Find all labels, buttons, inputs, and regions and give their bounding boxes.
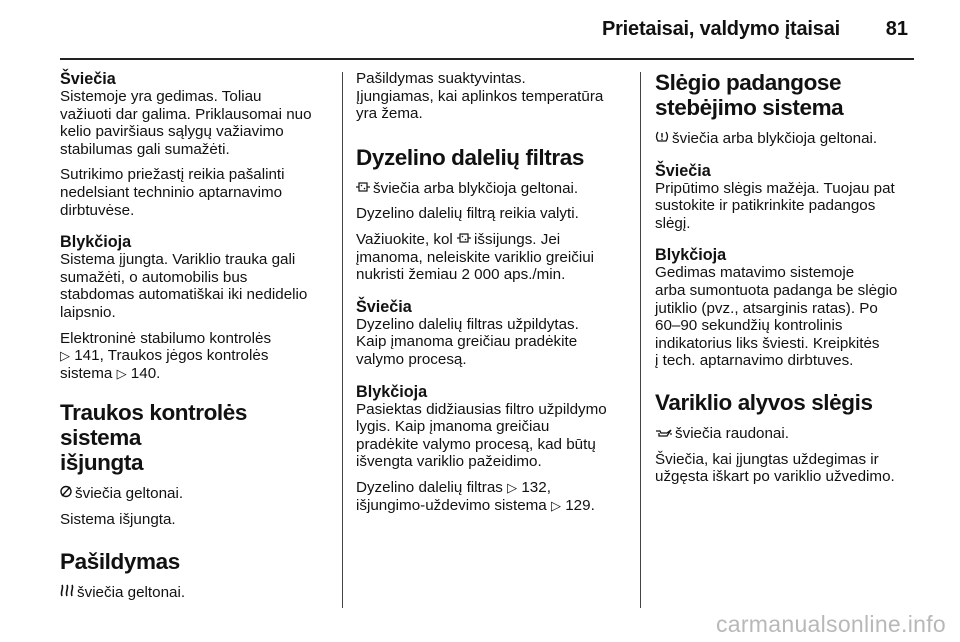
paragraph xyxy=(60,485,332,503)
text-line: stabilumas gali sumažėti. xyxy=(60,140,230,158)
page-number: 81 xyxy=(885,18,908,40)
page-title: Prietaisai, valdymo įtaisai xyxy=(601,18,840,40)
text-line: slėgį. xyxy=(655,214,691,232)
text-line xyxy=(356,231,628,249)
text-fragment: išjungimo-uždevimo sistema xyxy=(356,496,547,514)
text-line: Pripūtimo slėgis mažėja. Tuojau pat xyxy=(655,179,895,197)
text-line: Pasiektas didžiausias filtro užpildymo xyxy=(356,400,607,418)
text-line: stabdomas automatiškai iki nedidelio xyxy=(60,286,308,304)
text-fragment: šviečia geltonai. xyxy=(77,583,186,601)
diesel-particle-filter-icon xyxy=(356,180,370,198)
paragraph xyxy=(60,330,332,383)
section-heading: Šviečia xyxy=(655,161,711,180)
diesel-particle-filter-icon xyxy=(457,231,471,249)
text-line: yra žema. xyxy=(356,105,423,123)
paragraph xyxy=(60,166,332,219)
title-line: išjungta xyxy=(60,450,144,476)
text-fragment: 140. xyxy=(130,364,161,382)
traction-control-off-icon xyxy=(60,485,72,503)
section-title-preheat: Pašildymas xyxy=(60,548,180,574)
paragraph xyxy=(356,180,628,198)
oil-pressure-icon xyxy=(655,425,672,443)
text-line: indikatorius liks šviesti. Kreipkitės xyxy=(655,334,880,352)
text-line: Įjungiamas, kai aplinkos temperatūra xyxy=(356,87,604,105)
title-line: Slėgio padangose xyxy=(655,70,842,95)
section-title-dpf: Dyzelino dalelių filtras xyxy=(356,144,584,170)
text-line: Pašildymas suaktyvintas. xyxy=(356,70,526,87)
column-2 xyxy=(356,70,628,608)
column-divider xyxy=(342,72,343,608)
page-header xyxy=(60,16,914,60)
text-line: Dyzelino dalelių filtras užpildytas. xyxy=(356,315,579,333)
text-line: įmanoma, neleiskite variklio greičiui xyxy=(356,248,595,266)
text-line: sustokite ir patikrinkite padangos xyxy=(655,197,876,215)
text-line: jutiklio (pvz., atsarginis ratas). Po xyxy=(655,299,878,317)
text-line: Sistema įjungta. Variklio trauka gali xyxy=(60,251,296,269)
title-line: Traukos kontrolės sistema xyxy=(60,400,248,451)
text-line: lygis. Kaip įmanoma greičiau xyxy=(356,418,550,436)
text-fragment: 129. xyxy=(565,496,595,514)
text-line: valymo procesą. xyxy=(356,350,467,368)
text-fragment: šviečia geltonai. xyxy=(75,485,184,503)
paragraph: Sistema išjungta. xyxy=(60,510,176,528)
text-line xyxy=(356,479,628,497)
section-title-traction-off xyxy=(60,400,332,475)
text-line: laipsnio. xyxy=(60,303,116,321)
section-heading: Blykčioja xyxy=(356,382,428,401)
text-fragment: 141, Traukos jėgos kontrolės xyxy=(74,347,269,365)
text-line: į tech. aptarnavimo dirbtuves. xyxy=(655,352,854,370)
preheat-coil-icon xyxy=(60,584,74,602)
text-line: sumažėti, o automobilis bus xyxy=(60,268,248,286)
section-flashes xyxy=(60,233,332,321)
paragraph xyxy=(60,584,332,602)
text-line: Sutrikimo priežastį reikia pašalinti xyxy=(60,166,285,184)
paragraph xyxy=(655,451,923,486)
text-line: nedelsiant techninio aptarnavimo xyxy=(60,183,283,201)
paragraph xyxy=(356,70,628,123)
section-flashes xyxy=(655,246,923,370)
text-line: pradėkite valymo procesą, kad būtų xyxy=(356,435,596,453)
text-fragment: 132, xyxy=(521,478,551,496)
section-lights xyxy=(655,162,923,233)
reference-arrow-icon: ▷ xyxy=(60,348,70,364)
reference-arrow-icon: ▷ xyxy=(116,365,127,381)
paragraph xyxy=(655,425,923,443)
section-title-oil: Variklio alyvos slėgis xyxy=(655,389,873,415)
text-line: užgęsta iškart po variklio užvedimo. xyxy=(655,468,895,486)
text-fragment: Važiuokite, kol xyxy=(356,230,453,248)
column-1 xyxy=(60,70,332,608)
section-lights xyxy=(356,298,628,369)
text-line: Elektroninė stabilumo kontrolės xyxy=(60,329,272,347)
paragraph xyxy=(356,479,628,514)
text-line: Šviečia, kai įjungtas uždegimas ir xyxy=(655,450,879,468)
title-line: stebėjimo sistema xyxy=(655,95,844,120)
section-title-tpms xyxy=(655,70,923,120)
section-flashes xyxy=(356,383,628,471)
text-line: arba sumontuota padanga be slėgio xyxy=(655,281,898,299)
tire-pressure-icon xyxy=(655,130,669,148)
column-3 xyxy=(655,70,923,608)
text-line: Kaip įmanoma greičiau pradėkite xyxy=(356,333,578,351)
column-divider xyxy=(640,72,641,608)
text-line xyxy=(60,365,332,383)
reference-arrow-icon: ▷ xyxy=(507,479,518,495)
text-line: važiuoti dar galima. Priklausomai nuo xyxy=(60,105,312,123)
text-line: 60–90 sekundžių kontrolinis xyxy=(655,317,843,335)
section-lights xyxy=(60,70,332,158)
paragraph: Dyzelino dalelių filtrą reikia valyti. xyxy=(356,205,579,223)
section-heading: Blykčioja xyxy=(655,246,727,265)
text-line: išvengta variklio pažeidimo. xyxy=(356,453,542,471)
text-line: nukristi žemiau 2 000 aps./min. xyxy=(356,266,566,284)
paragraph xyxy=(655,130,923,148)
text-line xyxy=(60,347,332,365)
section-heading: Blykčioja xyxy=(60,233,132,252)
text-fragment: sistema xyxy=(60,364,113,382)
text-line: Gedimas matavimo sistemoje xyxy=(655,264,855,282)
paragraph xyxy=(356,231,628,284)
text-line: kelio paviršiaus sąlygų važiavimo xyxy=(60,123,284,141)
text-fragment: šviečia raudonai. xyxy=(675,424,789,442)
watermark: carmanualsonline.info xyxy=(715,611,946,637)
text-fragment: šviečia arba blykčioja geltonai. xyxy=(373,179,579,197)
section-heading: Šviečia xyxy=(60,70,116,88)
text-fragment: šviečia arba blykčioja geltonai. xyxy=(672,130,878,147)
text-line xyxy=(356,497,628,515)
reference-arrow-icon: ▷ xyxy=(551,497,561,513)
text-fragment: Dyzelino dalelių filtras xyxy=(356,478,503,496)
section-heading: Šviečia xyxy=(356,297,412,316)
text-line: dirbtuvėse. xyxy=(60,201,135,219)
text-line: Sistemoje yra gedimas. Toliau xyxy=(60,88,262,105)
text-fragment: išsijungs. Jei xyxy=(474,230,561,248)
